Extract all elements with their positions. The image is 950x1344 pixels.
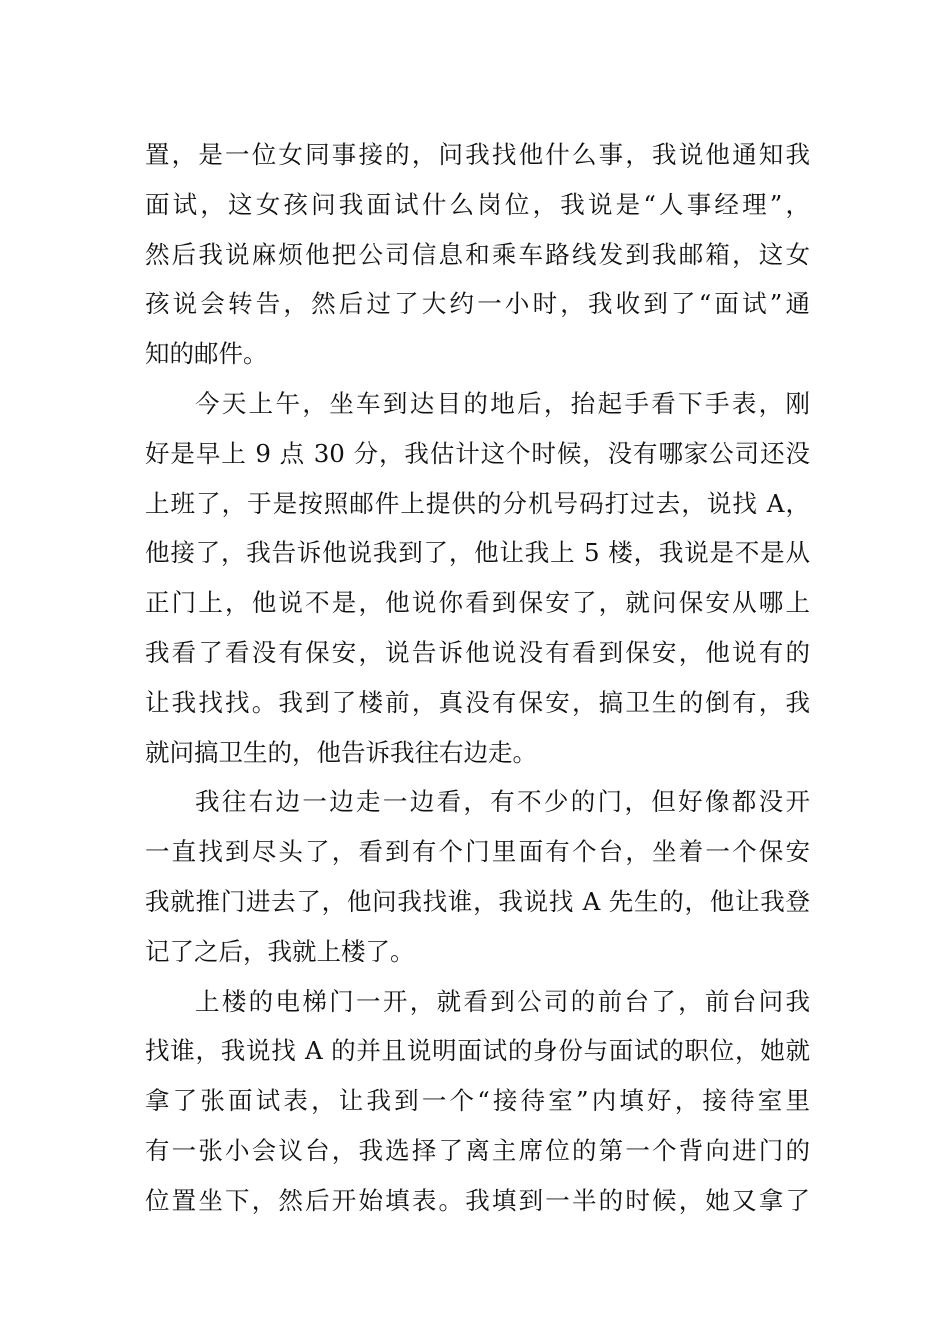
text-line: 置，是一位女同事接的，问我找他什么事，我说他通知我 <box>145 140 810 169</box>
text-line: 知的邮件。 <box>145 339 268 369</box>
text-line: 我就推门进去了，他问我找谁，我说找 A 先生的，他让我登 <box>145 886 810 916</box>
text-line: 我看了看没有保安，说告诉他说没有看到保安，他说有的 <box>145 637 810 667</box>
text-line: 正门上，他说不是，他说你看到保安了，就问保安从哪上 <box>145 588 810 618</box>
body-text <box>145 130 810 1226</box>
text-line: 找谁，我说找 A 的并且说明面试的身份与面试的职位，她就 <box>145 1036 810 1066</box>
text-line: 他接了，我告诉他说我到了，他让我上 5 楼，我说是不是从 <box>145 538 810 568</box>
text-line: 好是早上 9 点 30 分，我估计这个时候，没有哪家公司还没 <box>145 438 810 468</box>
paragraph-first-line: 上楼的电梯门一开，就看到公司的前台了，前台问我 <box>195 986 810 1016</box>
text-line: 让我找找。我到了楼前，真没有保安，搞卫生的倒有，我 <box>145 687 810 717</box>
text-line: 然后我说麻烦他把公司信息和乘车路线发到我邮箱，这女 <box>145 239 810 269</box>
text-line: 有一张小会议台，我选择了离主席位的第一个背向进门的 <box>145 1135 810 1165</box>
text-line: 位置坐下，然后开始填表。我填到一半的时候，她又拿了 <box>145 1185 810 1215</box>
text-line: 拿了张面试表，让我到一个“接待室”内填好，接待室里 <box>145 1086 810 1116</box>
text-line: 就问搞卫生的，他告诉我往右边走。 <box>145 737 537 767</box>
text-line: 面试，这女孩问我面试什么岗位，我说是“人事经理”， <box>145 189 810 219</box>
text-line: 上班了，于是按照邮件上提供的分机号码打过去，说找 A， <box>145 488 810 518</box>
paragraph-first-line: 我往右边一边走一边看，有不少的门，但好像都没开 <box>195 787 810 817</box>
text-line: 孩说会转告，然后过了大约一小时，我收到了“面试”通 <box>145 289 810 319</box>
text-line: 一直找到尽头了，看到有个门里面有个台，坐着一个保安 <box>145 837 810 867</box>
paragraph-first-line: 今天上午，坐车到达目的地后，抬起手看下手表，刚 <box>195 388 810 418</box>
text-line: 记了之后，我就上楼了。 <box>145 936 415 966</box>
